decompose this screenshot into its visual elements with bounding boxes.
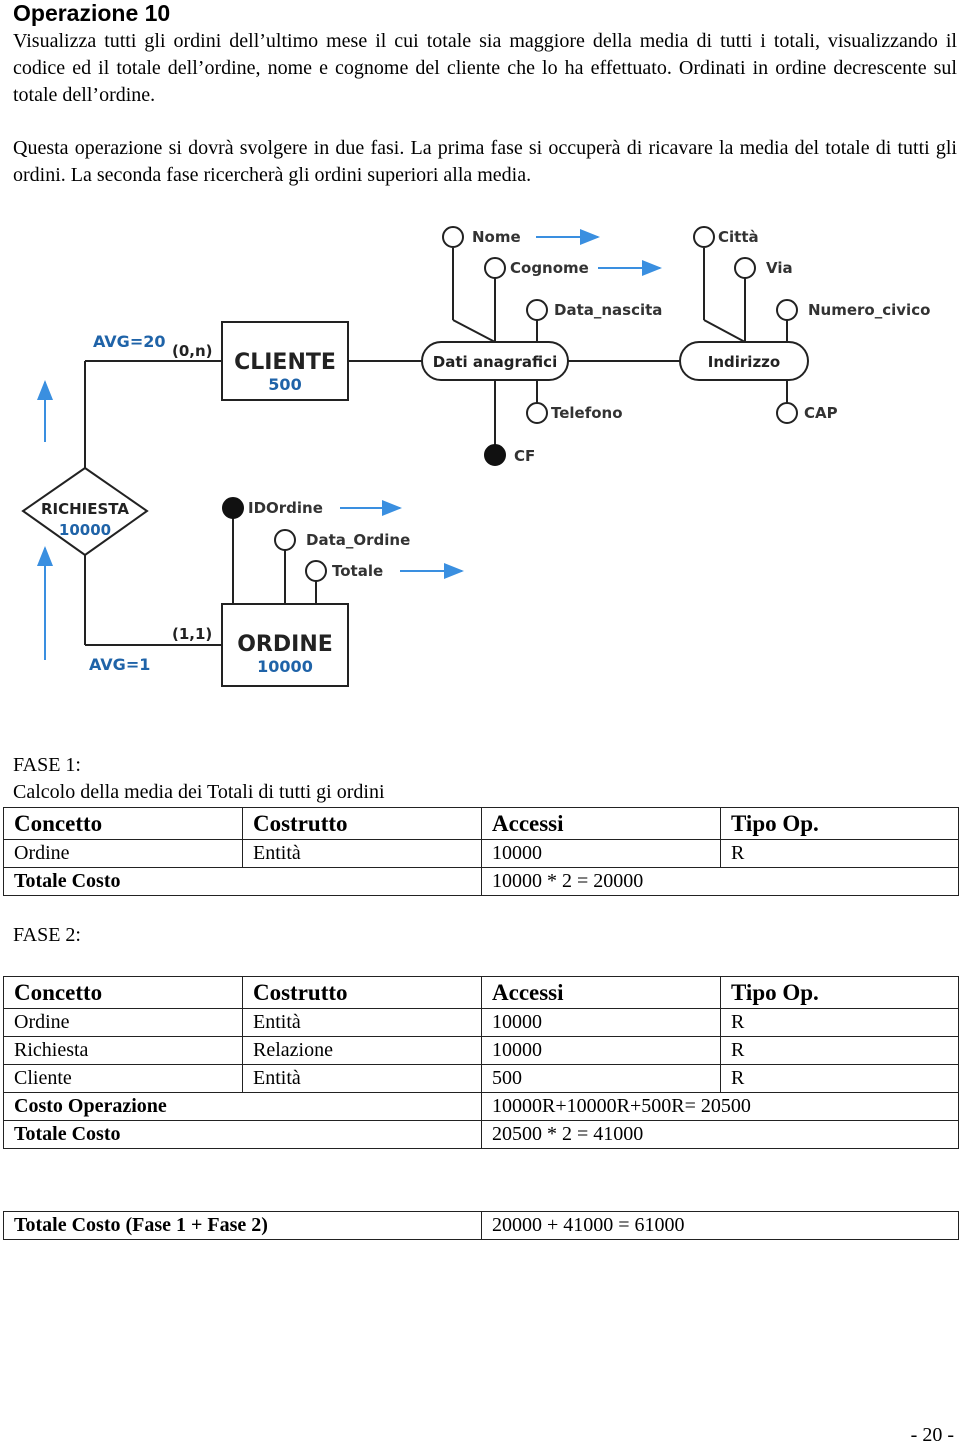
cell-accessi: 10000 [482,840,721,868]
data-ordine-attribute-icon [275,530,295,550]
totale-attribute-icon [306,561,326,581]
fase1-table [3,807,959,896]
header-concetto: Concetto [4,977,243,1009]
diagram-connections [85,248,787,645]
totale-finale-table [3,1211,959,1240]
nome-label: Nome [472,228,521,246]
cap-label: CAP [804,404,838,422]
cognome-label: Cognome [510,259,589,277]
telefono-attribute-icon [527,403,547,423]
operation-title: Operazione 10 [13,0,171,26]
fase1-totale-value: 10000 * 2 = 20000 [482,868,959,896]
cardinality-ordine: (1,1) [172,625,213,643]
fase2-totale-label: Totale Costo [4,1121,482,1149]
cf-key-icon [485,445,505,465]
avg-top-label: AVG=20 [93,332,166,351]
cap-attribute-icon [777,403,797,423]
fase1-label: FASE 1: [13,754,81,776]
cell-tipo-op: R [721,1009,959,1037]
cliente-name: CLIENTE [234,350,336,375]
totale-finale-label: Totale Costo (Fase 1 + Fase 2) [4,1212,482,1240]
cardinality-cliente: (0,n) [172,342,213,360]
cell-tipo-op: R [721,1065,959,1093]
cognome-attribute-icon [485,258,505,278]
fase2-totale-value: 20500 * 2 = 41000 [482,1121,959,1149]
header-tipo-op: Tipo Op. [721,808,959,840]
page-number: - 20 - [910,1424,954,1446]
cell-accessi: 10000 [482,1009,721,1037]
cell-costrutto: Relazione [243,1037,482,1065]
cell-accessi: 10000 [482,1037,721,1065]
cell-costrutto: Entità [243,1009,482,1037]
idordine-label: IDOrdine [248,499,323,517]
totale-finale-value: 20000 + 41000 = 61000 [482,1212,959,1240]
header-accessi: Accessi [482,808,721,840]
cell-concetto: Ordine [4,840,243,868]
cell-costrutto: Entità [243,840,482,868]
via-label: Via [766,259,793,277]
dati-anagrafici-label: Dati anagrafici [432,353,558,371]
cell-concetto: Richiesta [4,1037,243,1065]
data-ordine-label: Data_Ordine [306,531,411,549]
nome-attribute-icon [443,227,463,247]
operation-description: Visualizza tutti gli ordini dell’ultimo mese il cui totale sia maggiore della media di tutti i totali, visualizzando il codice ed il totale dell’ordine, nome e cognome del cliente che lo ha effettuato. Ordinati in ordine decrescente sul totale dell’ordine. [13,30,957,106]
header-tipo-op: Tipo Op. [721,977,959,1009]
telefono-label: Telefono [551,404,623,422]
header-costrutto: Costrutto [243,808,482,840]
cell-costrutto: Entità [243,1065,482,1093]
cell-tipo-op: R [721,840,959,868]
header-costrutto: Costrutto [243,977,482,1009]
avg-bottom-label: AVG=1 [89,655,151,674]
cell-concetto: Ordine [4,1009,243,1037]
fase2-total-row [4,1121,959,1149]
citta-label: Città [718,228,759,246]
fase1-description: Calcolo della media dei Totali di tutti gi ordini [13,781,385,803]
citta-attribute-icon [694,227,714,247]
data-nascita-attribute-icon [527,300,547,320]
costo-operazione-label: Costo Operazione [4,1093,482,1121]
table-row [4,1009,959,1037]
cell-tipo-op: R [721,1037,959,1065]
fase2-table [3,976,959,1149]
richiesta-volume: 10000 [58,521,112,539]
cf-label: CF [514,447,536,465]
table-row [4,1037,959,1065]
totale-label: Totale [332,562,384,580]
fase2-costo-row [4,1093,959,1121]
richiesta-name: RICHIESTA [40,500,130,518]
fase1-total-row [4,868,959,896]
via-attribute-icon [735,258,755,278]
attribute-circles [275,227,797,581]
ordine-volume: 10000 [257,657,313,676]
costo-operazione-value: 10000R+10000R+500R= 20500 [482,1093,959,1121]
fase1-header-row [4,808,959,840]
fase1-totale-label: Totale Costo [4,868,482,896]
fase2-label: FASE 2: [13,924,81,946]
numero-civico-attribute-icon [777,300,797,320]
indirizzo-label: Indirizzo [707,353,781,371]
ordine-name: ORDINE [237,632,333,657]
numero-civico-label: Numero_civico [808,301,931,319]
er-diagram [0,214,960,700]
fase2-header-row [4,977,959,1009]
table-row [4,840,959,868]
operation-phases-description: Questa operazione si dovrà svolgere in due fasi. La prima fase si occuperà di ricavare la media del totale di tutti gli ordini. La seconda fase ricercherà gli ordini superiori alla media. [13,137,957,186]
cell-accessi: 500 [482,1065,721,1093]
cliente-volume: 500 [268,375,302,394]
totale-finale-row [4,1212,959,1240]
cell-concetto: Cliente [4,1065,243,1093]
header-concetto: Concetto [4,808,243,840]
data-nascita-label: Data_nascita [554,301,663,319]
header-accessi: Accessi [482,977,721,1009]
table-row [4,1065,959,1093]
idordine-key-icon [223,498,243,518]
